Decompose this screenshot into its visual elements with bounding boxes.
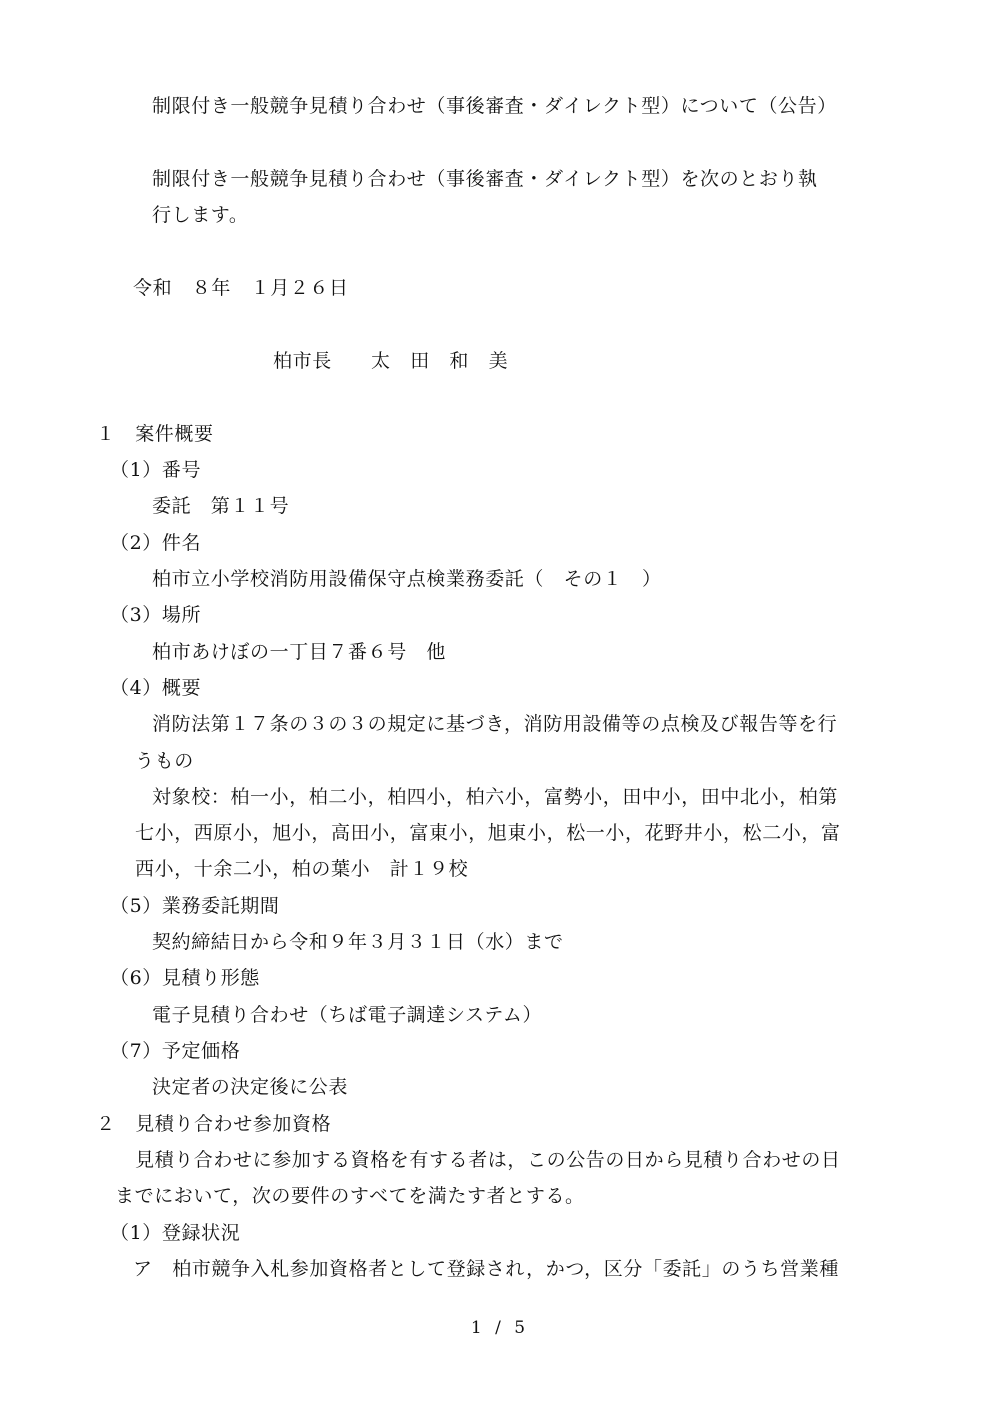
section-2-para-line-1: 見積り合わせに参加する資格を有する者は，この公告の日から見積り合わせの日 — [135, 1149, 841, 1171]
document-title: 制限付き一般競争見積り合わせ（事後審査・ダイレクト型）について（公告） — [152, 95, 837, 117]
item-summary-schools-2: 七小，西原小，旭小，高田小，富東小，旭東小，松一小，花野井小，松二小，富 — [135, 822, 841, 844]
notice-date: 令和 ８年 １月２６日 — [133, 277, 349, 299]
item-period-value: 契約締結日から令和９年３月３１日（水）まで — [152, 931, 564, 953]
intro-line-2: 行します。 — [152, 204, 249, 226]
section-2-sub-1-label: （1）登録状況 — [110, 1222, 241, 1244]
item-price-label: （7）予定価格 — [110, 1040, 241, 1062]
item-number-label: （1）番号 — [110, 459, 202, 481]
item-place-value: 柏市あけぼの一丁目７番６号 他 — [152, 641, 447, 663]
item-summary-label: （4）概要 — [110, 677, 202, 699]
item-name-value: 柏市立小学校消防用設備保守点検業務委託（ その１ ） — [152, 568, 662, 590]
item-summary-schools-1: 対象校：柏一小，柏二小，柏四小，柏六小，富勢小，田中小，田中北小，柏第 — [152, 786, 839, 808]
item-form-value: 電子見積り合わせ（ちば電子調達システム） — [152, 1004, 543, 1026]
signer: 柏市長 太 田 和 美 — [273, 350, 509, 372]
item-summary-schools-3: 西小，十余二小，柏の葉小 計１９校 — [135, 858, 469, 880]
item-form-label: （6）見積り形態 — [110, 967, 260, 989]
item-name-label: （2）件名 — [110, 532, 202, 554]
item-place-label: （3）場所 — [110, 604, 202, 626]
item-summary-line-2: うもの — [135, 750, 194, 772]
intro-line-1: 制限付き一般競争見積り合わせ（事後審査・ダイレクト型）を次のとおり執 — [152, 168, 818, 190]
section-2-heading: ２ 見積り合わせ参加資格 — [96, 1113, 332, 1135]
item-price-value: 決定者の決定後に公表 — [152, 1076, 349, 1098]
item-period-label: （5）業務委託期間 — [110, 895, 280, 917]
section-2-sub-1-a: ア 柏市競争入札参加資格者として登録され，かつ，区分「委託」のうち営業種 — [133, 1258, 839, 1280]
item-number-value: 委託 第１１号 — [152, 495, 290, 517]
section-2-para-line-2: までにおいて，次の要件のすべてを満たす者とする。 — [115, 1185, 585, 1207]
page-number: 1 / 5 — [470, 1318, 530, 1338]
item-summary-line-1: 消防法第１７条の３の３の規定に基づき，消防用設備等の点検及び報告等を行 — [152, 713, 838, 735]
section-1-heading: １ 案件概要 — [96, 423, 214, 445]
